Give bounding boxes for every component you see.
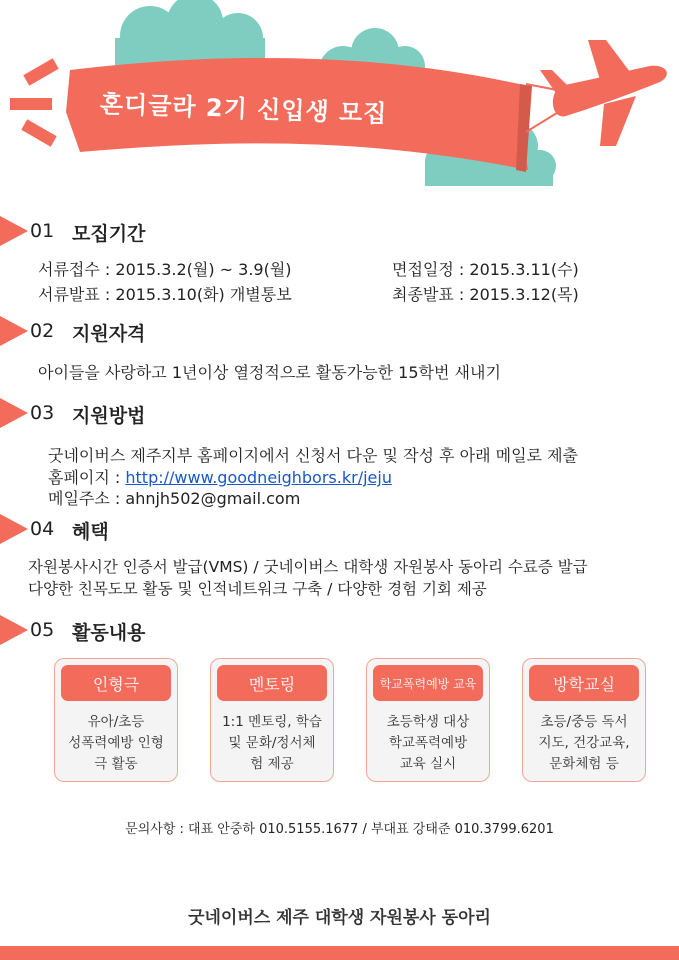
homepage-link[interactable]: http://www.goodneighbors.kr/jeju [125, 468, 392, 487]
section-title: 지원방법 [72, 405, 146, 427]
card-line: 극 활동 [94, 756, 138, 772]
card-body [526, 712, 642, 775]
homepage-line [48, 465, 392, 488]
card-title: 방학교실 [529, 665, 639, 701]
activity-card-violence-prevention [366, 658, 490, 782]
section-marker-icon [0, 398, 28, 428]
activity-card-vacation-class [522, 658, 646, 782]
top-cloud-icon [115, 0, 265, 68]
section-header-eligibility [0, 316, 300, 346]
card-line: 성폭력예방 인형 [68, 735, 164, 751]
document-result-date: 서류발표 : 2015.3.10(화) 개별통보 [38, 285, 292, 304]
hero-illustration [0, 0, 679, 200]
card-line: 초등학생 대상 [386, 714, 470, 730]
card-line: 문화체험 등 [549, 756, 619, 772]
section-marker-icon [0, 216, 28, 246]
final-result-date: 최종발표 : 2015.3.12(목) [392, 285, 579, 304]
card-line: 및 문화/정서체 [228, 735, 316, 751]
section-number: 03 [30, 402, 55, 424]
section-marker-icon [0, 316, 28, 346]
benefits-line-2: 다양한 친목도모 활동 및 인적네트워크 구축 / 다양한 경험 기회 제공 [28, 580, 487, 598]
card-line: 지도, 건강교육, [538, 735, 630, 751]
section-number: 02 [30, 320, 55, 342]
eligibility-text: 아이들을 사랑하고 1년이상 열정적으로 활동가능한 15학번 새내기 [38, 363, 501, 382]
activity-card-mentoring [210, 658, 334, 782]
section-number: 05 [30, 619, 55, 641]
section-number: 04 [30, 518, 55, 540]
section-marker-icon [0, 514, 28, 544]
section-header-activities [0, 615, 300, 645]
bottom-accent-bar [0, 946, 679, 960]
section-header-period [0, 216, 300, 246]
card-title: 멘토링 [217, 665, 327, 701]
card-line: 유아/초등 [87, 714, 145, 730]
section-title: 혜택 [72, 521, 109, 543]
section-header-benefits [0, 514, 300, 544]
section-title: 활동내용 [72, 622, 146, 644]
card-body [214, 712, 330, 775]
interview-date: 면접일정 : 2015.3.11(수) [392, 260, 579, 279]
section-title: 지원자격 [72, 323, 146, 345]
card-title: 인형극 [61, 665, 171, 701]
application-instructions: 굿네이버스 제주지부 홈페이지에서 신청서 다운 및 작성 후 아래 메일로 제출 [48, 446, 578, 465]
airplane-icon [540, 40, 667, 146]
section-header-application [0, 398, 300, 428]
card-line: 교육 실시 [399, 756, 457, 772]
section-title: 모집기간 [72, 223, 146, 245]
homepage-label: 홈페이지 : [48, 468, 126, 487]
activity-card-puppet-show [54, 658, 178, 782]
footer-organization: 굿네이버스 제주 대학생 자원봉사 동아리 [188, 908, 491, 928]
card-line: 초등/중등 독서 [540, 714, 628, 730]
section-number: 01 [30, 220, 55, 242]
benefits-line-1: 자원봉사시간 인증서 발급(VMS) / 굿네이버스 대학생 자원봉사 동아리 수료증 발급 [28, 558, 588, 576]
section-marker-icon [0, 615, 28, 645]
card-line: 1:1 멘토링, 학습 [222, 714, 322, 730]
card-title: 학교폭력예방 교육 [373, 665, 483, 701]
card-body [58, 712, 174, 775]
banner-title: 혼디글라 2기 신입생 모집 [99, 90, 388, 129]
email-line: 메일주소 : ahnjh502@gmail.com [48, 489, 301, 508]
card-line: 학교폭력예방 [388, 735, 468, 751]
contact-info: 문의사항 : 대표 안중하 010.5155.1677 / 부대표 강태준 010.3799.6201 [125, 822, 554, 837]
speed-lines-icon [10, 58, 59, 146]
card-line: 험 제공 [250, 756, 294, 772]
document-submission-date: 서류접수 : 2015.3.2(월) ~ 3.9(월) [38, 260, 292, 279]
card-body [370, 712, 486, 775]
